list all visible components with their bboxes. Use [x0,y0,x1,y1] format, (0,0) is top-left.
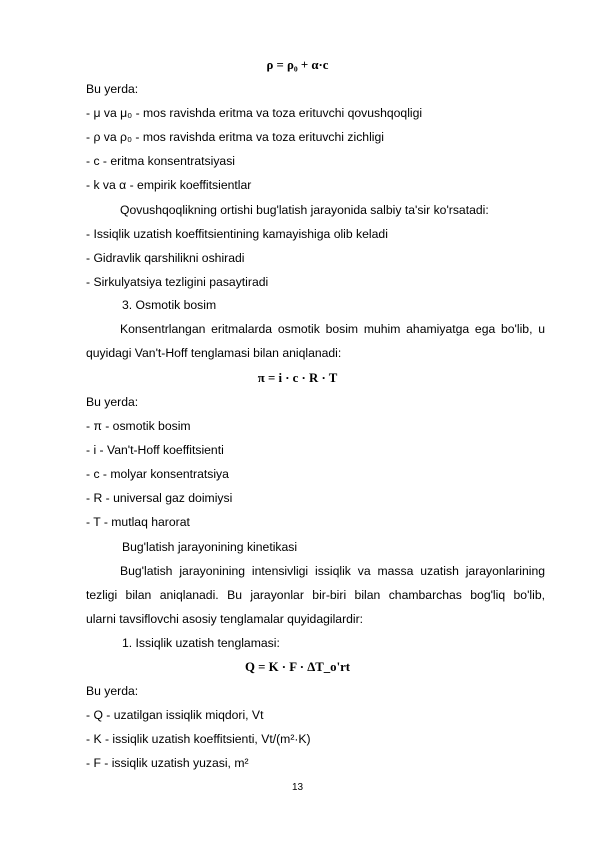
definition-item: - K - issiqlik uzatish koeffitsienti, Vt/(m²·K) [86,732,311,746]
definition-item: - ρ va ρ₀ - mos ravishda eritma va toza erituvchi zichligi [86,130,384,144]
definition-item: - R - universal gaz doimiysi [86,491,233,505]
vant-hoff-formula: π = i · c · R · T [257,371,338,385]
section-heading-osmotic: 3. Osmotik bosim [122,298,217,312]
definition-item: - c - eritma konsentratsiyasi [86,154,235,168]
effect-item: - Gidravlik qarshilikni oshiradi [86,251,245,265]
heat-transfer-formula: Q = K · F · ΔT_o'rt [244,660,351,674]
osmotic-paragraph-line: Konsentrlangan eritmalarda osmotik bosim muhim ahamiyatga ega bo'lib, u [120,322,545,336]
where-label: Bu yerda: [86,395,139,409]
definition-item: - i - Van't-Hoff koeffitsienti [86,443,224,457]
definition-item: - μ va μ₀ - mos ravishda eritma va toza erituvchi qovushqoqligi [86,106,423,120]
definition-item: - F - issiqlik uzatish yuzasi, m² [86,756,249,770]
kinetics-paragraph-line: tezligi bilan aniqlanadi. Bu jarayonlar bir-biri bilan chambarchas bog'liq bo'lib, [86,588,545,602]
kinetics-paragraph-line: Bug'latish jarayonining intensivligi issiqlik va massa uzatish jarayonlarining [120,564,545,578]
osmotic-paragraph-line: quyidagi Van't-Hoff tenglamasi bilan aniqlanadi: [86,346,342,360]
definition-item: - k va α - empirik koeffitsientlar [86,178,252,192]
viscosity-intro: Qovushqoqlikning ortishi bug'latish jarayonida salbiy ta'sir ko'rsatadi: [120,203,489,217]
page-number: 13 [291,782,304,793]
definition-item: - Q - uzatilgan issiqlik miqdori, Vt [86,708,264,722]
where-label: Bu yerda: [86,82,139,96]
density-formula: ρ = ρ₀ + α·c [266,58,329,72]
where-label: Bu yerda: [86,684,139,698]
effect-item: - Issiqlik uzatish koeffitsientining kamayishiga olib keladi [86,227,388,241]
section-heading-heat-transfer: 1. Issiqlik uzatish tenglamasi: [122,636,280,650]
section-heading-kinetics: Bug'latish jarayonining kinetikasi [122,540,298,554]
definition-item: - π - osmotik bosim [86,419,191,433]
kinetics-paragraph-line: ularni tavsiflovchi asosiy tenglamalar quyidagilardir: [86,612,364,626]
definition-item: - T - mutlaq harorat [86,515,190,529]
effect-item: - Sirkulyatsiya tezligini pasaytiradi [86,275,269,289]
definition-item: - c - molyar konsentratsiya [86,467,229,481]
